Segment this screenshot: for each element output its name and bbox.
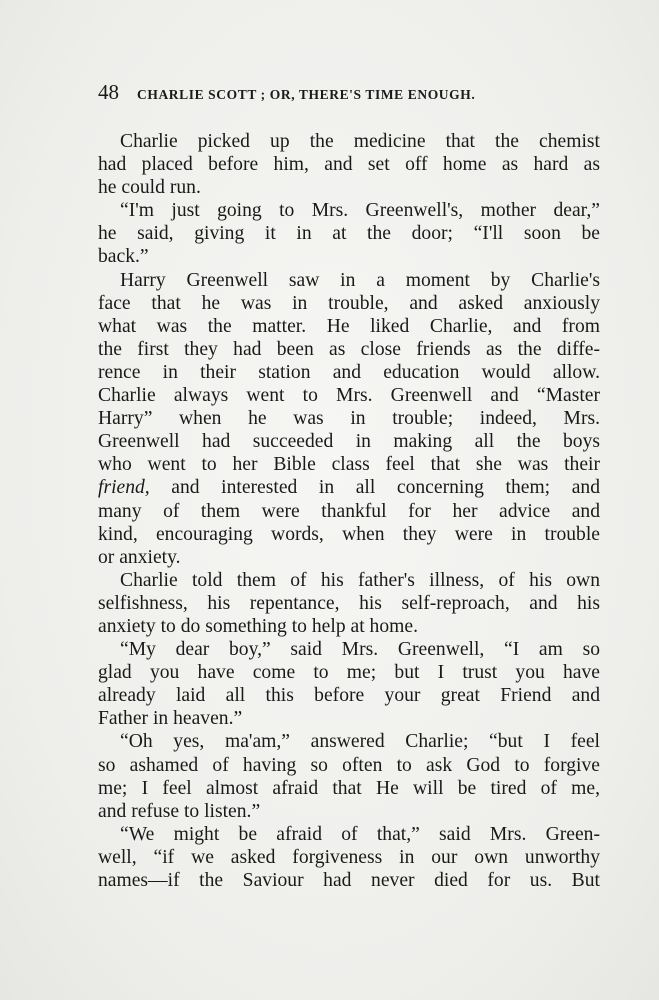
text-line: or anxiety.	[98, 546, 181, 568]
text-line: glad you have come to me; but I trust you have	[98, 662, 600, 684]
text-line: “I'm just going to Mrs. Greenwell's, mother dear,”	[120, 200, 600, 222]
text-line: the first they had been as close friends as the diffe-	[98, 338, 600, 360]
text-line: Charlie told them of his father's illness, of his own	[120, 569, 600, 591]
text-line: well, “if we asked forgiveness in our own unworthy	[98, 846, 600, 868]
text-line: selfishness, his repentance, his self-reproach, and his	[98, 592, 600, 614]
paragraph	[98, 199, 600, 268]
page-number: 48	[98, 80, 119, 104]
text-line: he said, giving it in at the door; “I'll soon be	[98, 223, 600, 245]
text-line: friend, and interested in all concerning them; and	[98, 477, 600, 499]
body-text	[98, 130, 600, 892]
text-line: Charlie picked up the medicine that the chemist	[120, 131, 600, 152]
running-title: CHARLIE SCOTT ; OR, THERE'S TIME ENOUGH.	[137, 87, 476, 102]
text-line: “We might be afraid of that,” said Mrs. Green-	[120, 823, 600, 845]
text-line: many of them were thankful for her advice and	[98, 500, 600, 522]
text-line: Harry Greenwell saw in a moment by Charlie's	[120, 269, 600, 291]
text-line: me; I feel almost afraid that He will be tired of me,	[98, 777, 600, 799]
text-line: Father in heaven.”	[98, 708, 243, 730]
paragraph	[98, 269, 600, 569]
paragraph	[98, 130, 600, 199]
text-line: names—if the Saviour had never died for us. But	[98, 870, 600, 891]
text-line: face that he was in trouble, and asked anxiously	[98, 292, 600, 314]
text-line: already laid all this before your great Friend and	[98, 685, 600, 707]
text-line: who went to her Bible class feel that she was their	[98, 454, 600, 476]
text-line: back.”	[98, 246, 149, 268]
text-line: “My dear boy,” said Mrs. Greenwell, “I am so	[120, 639, 600, 661]
paragraph	[98, 730, 600, 822]
text-line: kind, encouraging words, when they were in trouble	[98, 523, 600, 545]
paragraph	[98, 638, 600, 730]
text-line: he could run.	[98, 177, 201, 199]
paragraph	[98, 823, 600, 892]
paragraph	[98, 569, 600, 638]
text-line: “Oh yes, ma'am,” answered Charlie; “but I feel	[120, 731, 600, 753]
text-line: anxiety to do something to help at home.	[98, 615, 418, 637]
text-line: rence in their station and education would allow.	[98, 361, 600, 383]
text-line: and refuse to listen.”	[98, 800, 261, 822]
text-line: Charlie always went to Mrs. Greenwell and “Master	[98, 385, 600, 407]
text-line: what was the matter. He liked Charlie, and from	[98, 315, 600, 337]
text-line: had placed before him, and set off home as hard as	[98, 154, 600, 176]
italic-word: friend,	[98, 477, 150, 499]
text-line: so ashamed of having so often to ask God to forgive	[98, 754, 600, 776]
text-line: Greenwell had succeeded in making all the boys	[98, 431, 600, 453]
running-header	[98, 80, 568, 105]
text-line: Harry” when he was in trouble; indeed, Mrs.	[98, 408, 600, 430]
